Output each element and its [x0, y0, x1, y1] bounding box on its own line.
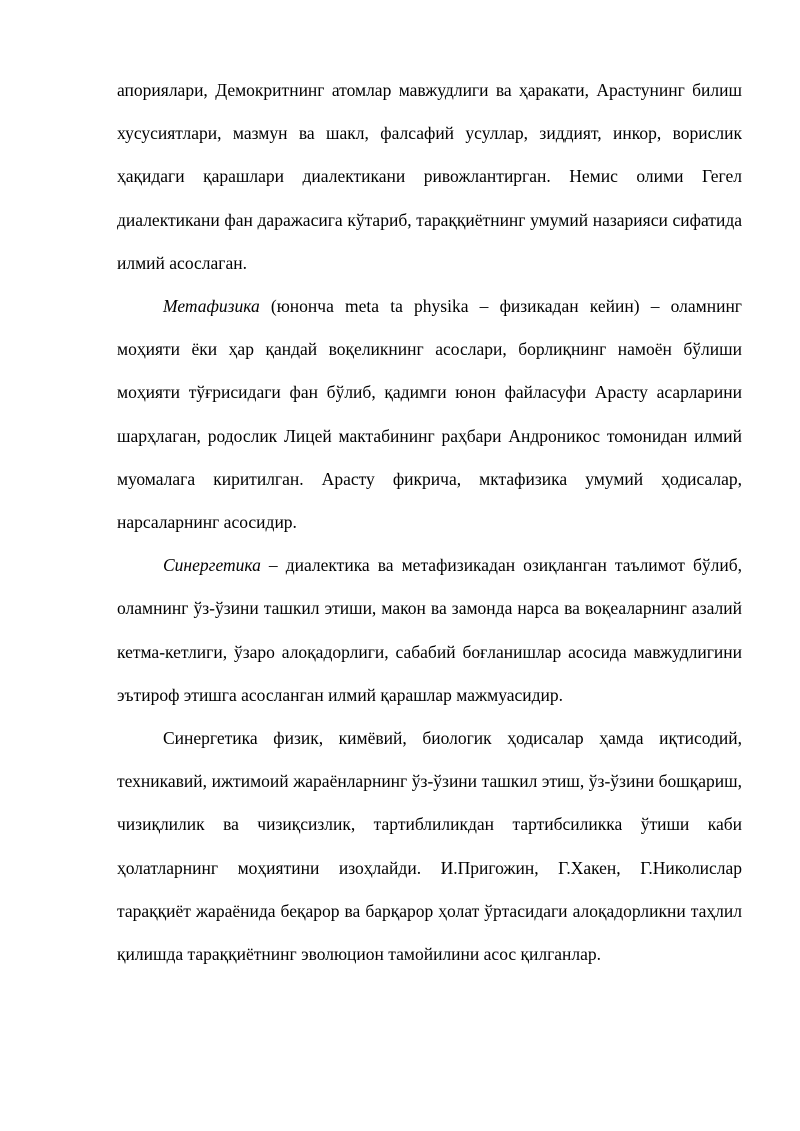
paragraph-text: (юнонча meta ta physika – физикадан кейин) – оламнинг моҳияти ёки ҳар қандай воқеликнинг асослари, борлиқнинг намоён бўлиши моҳияти тўғрисидаги фан бўлиб, қадимги юнон файласуфи Арасту асарларини шарҳлаган, родослик Лицей мактабининг раҳбари Андроникос томонидан илмий муомалага киритилган. Арасту фикрича, мктафизика умумий ҳодисалар, нарсаларнинг асосидир.: [117, 296, 742, 533]
paragraph-synergetics-explained: [117, 717, 742, 976]
term-synergetics: Синергетика: [163, 555, 261, 576]
term-metaphysics: Метафизика: [163, 296, 260, 317]
paragraph-text: – диалектика ва метафизикадан озиқланган таълимот бўлиб, оламнинг ўз-ўзини ташкил этиши, макон ва замонда нарса ва воқеаларнинг азалий кетма-кетлиги, ўзаро алоқадорлиги, сабабий боғланишлар асосида мавжудлигини эътироф этишга асосланган илмий қарашлар мажмуасидир.: [117, 555, 742, 705]
document-page: [117, 69, 742, 976]
paragraph-dialectics-continuation: [117, 69, 742, 285]
paragraph-metaphysics: [117, 285, 742, 544]
paragraph-text: Синергетика физик, кимёвий, биологик ҳодисалар ҳамда иқтисодий, техникавий, ижтимоий жараёнларнинг ўз-ўзини ташкил этиш, ўз-ўзини бошқариш, чизиқлилик ва чизиқсизлик, тартиблиликдан тартибсиликка ўтиши каби ҳолатларнинг моҳиятини изоҳлайди. И.Пригожин, Г.Хакен, Г.Николислар тараққиёт жараёнида беқарор ва барқарор ҳолат ўртасидаги алоқадорликни таҳлил қилишда тараққиётнинг эволюцион тамойилини асос қилганлар.: [117, 728, 742, 965]
paragraph-text: апориялари, Демокритнинг атомлар мавжудлиги ва ҳаракати, Арастунинг билиш хусусиятлари, мазмун ва шакл, фалсафий усуллар, зиддият, инкор, ворислик ҳақидаги қарашлари диалектикани ривожлантирган. Немис олими Гегел диалектикани фан даражасига кўтариб, тараққиётнинг умумий назарияси сифатида илмий асослаган.: [117, 80, 742, 273]
paragraph-synergetics: [117, 544, 742, 717]
